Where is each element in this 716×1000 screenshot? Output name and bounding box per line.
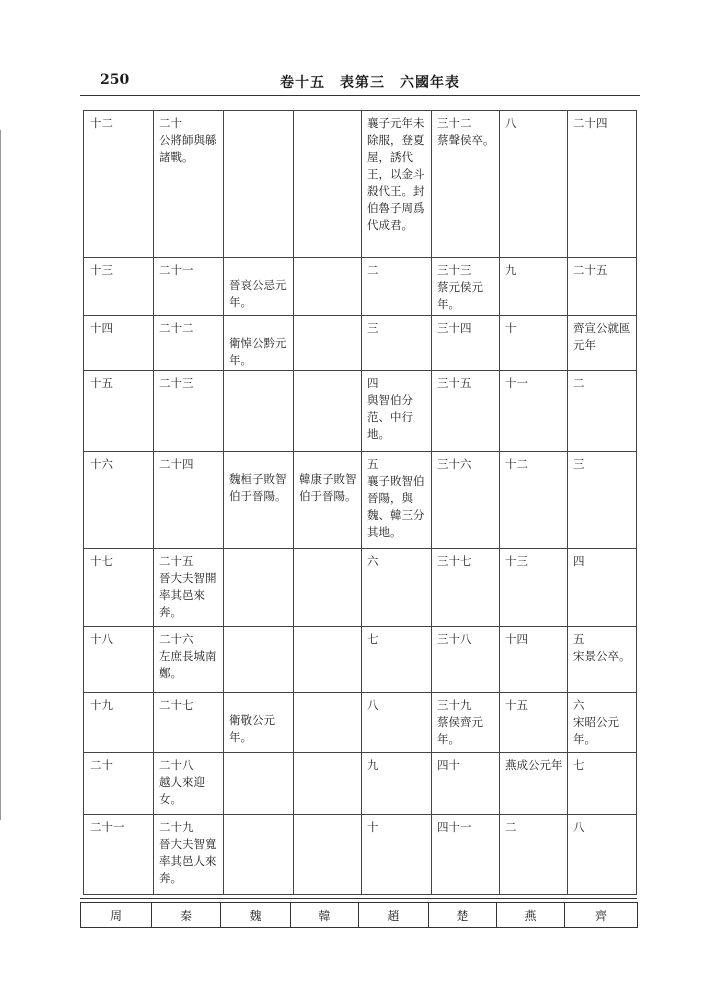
cell-year: 三十二 (437, 116, 472, 130)
cell-wei (224, 815, 294, 895)
cell-wei (224, 549, 294, 627)
cell-zhao (362, 111, 432, 258)
table-row (84, 693, 637, 753)
cell-yan: 燕成公元年 (500, 753, 568, 815)
cell-qi: 七 (568, 753, 637, 815)
cell-han (294, 693, 362, 753)
column-label-han: 韓 (291, 903, 359, 928)
cell-qi (568, 627, 637, 693)
table-row (84, 371, 637, 452)
cell-note: 晉大夫智開率其邑來奔。 (159, 571, 217, 619)
cell-qi: 二 (568, 371, 637, 452)
cell-chu: 三十四 (432, 316, 500, 371)
cell-note: 蔡元侯元年。 (437, 280, 483, 311)
cell-han (294, 371, 362, 452)
cell-wei (224, 627, 294, 693)
column-label-yan: 燕 (497, 903, 565, 928)
cell-note: 蔡聲侯卒。 (437, 133, 495, 147)
cell-qi (568, 693, 637, 753)
state-header-row (80, 902, 638, 928)
cell-qi: 二十四 (568, 111, 637, 258)
cell-note: 衛悼公黔元年。 (229, 336, 287, 367)
cell-chu: 三十五 (432, 371, 500, 452)
column-label-wei: 魏 (221, 903, 291, 928)
cell-zhao: 六 (362, 549, 432, 627)
cell-note: 左庶長城南鄭。 (159, 649, 217, 680)
cell-han (294, 627, 362, 693)
cell-year: 五 (367, 457, 379, 471)
cell-note: 襄子敗智伯晉陽，與魏、韓三分其地。 (367, 474, 425, 539)
cell-chu: 三十七 (432, 549, 500, 627)
cell-wei (224, 693, 294, 753)
cell-chu: 四十一 (432, 815, 500, 895)
cell-note: 襄子元年未除服，登夏屋，誘代王，以金斗殺代王。封伯魯子周爲代成君。 (367, 116, 425, 232)
column-label-qin: 秦 (152, 903, 221, 928)
cell-wei (224, 753, 294, 815)
cell-note: 宋景公卒。 (573, 649, 631, 663)
cell-zhou: 十九 (84, 693, 154, 753)
cell-year: 二十六 (159, 632, 194, 646)
cell-qin: 二十七 (154, 693, 224, 753)
table-row (84, 111, 637, 258)
cell-qin: 二十二 (154, 316, 224, 371)
table-row (84, 316, 637, 371)
column-label-qi: 齊 (565, 903, 638, 928)
cell-year: 二十八 (159, 758, 194, 772)
cell-yan: 十一 (500, 371, 568, 452)
cell-note: 蔡侯齊元年。 (437, 715, 483, 746)
cell-yan: 十五 (500, 693, 568, 753)
cell-han (294, 316, 362, 371)
cell-yan: 九 (500, 258, 568, 316)
cell-qin: 二十一 (154, 258, 224, 316)
cell-chu: 三十六 (432, 452, 500, 549)
cell-note: 與智伯分范、中行地。 (367, 393, 413, 441)
cell-zhao: 十 (362, 815, 432, 895)
cell-zhou: 十七 (84, 549, 154, 627)
column-label-chu: 楚 (429, 903, 497, 928)
cell-chu: 三十八 (432, 627, 500, 693)
cell-han (294, 815, 362, 895)
cell-chu (432, 258, 500, 316)
cell-han (294, 452, 362, 549)
cell-qin (154, 111, 224, 258)
cell-zhao: 七 (362, 627, 432, 693)
column-label-zhou: 周 (81, 903, 152, 928)
table-row (84, 815, 637, 895)
cell-qi: 三 (568, 452, 637, 549)
cell-year: 三十三 (437, 263, 472, 277)
column-label-zhao: 趙 (359, 903, 429, 928)
cell-note: 衛敬公元年。 (229, 713, 275, 744)
cell-chu (432, 111, 500, 258)
cell-qi: 八 (568, 815, 637, 895)
cell-qin (154, 753, 224, 815)
cell-zhao (362, 371, 432, 452)
cell-qin: 二十四 (154, 452, 224, 549)
cell-note: 魏桓子敗智伯于晉陽。 (229, 472, 287, 503)
cell-zhou: 十八 (84, 627, 154, 693)
cell-han (294, 258, 362, 316)
page-header (100, 72, 630, 94)
binding-edge (0, 130, 1, 820)
cell-zhao: 九 (362, 753, 432, 815)
cell-note: 韓康子敗智伯于晉陽。 (299, 472, 357, 503)
cell-year: 二十九 (159, 820, 194, 834)
cell-han (294, 549, 362, 627)
cell-zhou: 十二 (84, 111, 154, 258)
cell-wei (224, 316, 294, 371)
cell-zhou: 二十一 (84, 815, 154, 895)
cell-note: 公將師與緜諸戰。 (159, 133, 217, 164)
cell-wei (224, 258, 294, 316)
cell-wei (224, 111, 294, 258)
cell-zhou: 十三 (84, 258, 154, 316)
footer-rule (80, 898, 637, 899)
cell-qi: 二十五 (568, 258, 637, 316)
cell-qin (154, 549, 224, 627)
running-title: 卷十五 表第三 六國年表 (280, 75, 460, 91)
cell-year: 二十 (159, 116, 182, 130)
cell-qi: 四 (568, 549, 637, 627)
cell-qin (154, 627, 224, 693)
table-row (84, 549, 637, 627)
cell-zhou: 十四 (84, 316, 154, 371)
cell-qin: 二十三 (154, 371, 224, 452)
cell-zhao: 八 (362, 693, 432, 753)
cell-year: 五 (573, 632, 585, 646)
cell-han (294, 753, 362, 815)
page-number: 250 (100, 72, 130, 88)
cell-year: 二十五 (159, 554, 194, 568)
cell-zhou: 十五 (84, 371, 154, 452)
cell-note: 越人來迎女。 (159, 775, 205, 806)
cell-chu (432, 693, 500, 753)
table-row (84, 627, 637, 693)
cell-qin (154, 815, 224, 895)
cell-year: 六 (573, 698, 585, 712)
table-row (84, 258, 637, 316)
header-rule (80, 95, 640, 96)
cell-year: 三十九 (437, 698, 472, 712)
cell-note: 晉大夫智寬率其邑人來奔。 (159, 837, 217, 885)
cell-han (294, 111, 362, 258)
cell-chu: 四十 (432, 753, 500, 815)
chronology-table (83, 110, 637, 895)
cell-zhou: 二十 (84, 753, 154, 815)
cell-yan: 十 (500, 316, 568, 371)
table-row (84, 753, 637, 815)
cell-year: 四 (367, 376, 379, 390)
cell-wei (224, 371, 294, 452)
cell-qi: 齊宣公就匜元年 (568, 316, 637, 371)
cell-yan: 十三 (500, 549, 568, 627)
cell-zhou: 十六 (84, 452, 154, 549)
cell-zhao (362, 452, 432, 549)
cell-wei (224, 452, 294, 549)
cell-zhao: 二 (362, 258, 432, 316)
table-row (84, 452, 637, 549)
cell-yan: 十四 (500, 627, 568, 693)
cell-yan: 二 (500, 815, 568, 895)
cell-note: 晉哀公忌元年。 (229, 278, 287, 309)
cell-yan: 十二 (500, 452, 568, 549)
cell-note: 宋昭公元年。 (573, 715, 619, 746)
cell-zhao: 三 (362, 316, 432, 371)
cell-yan: 八 (500, 111, 568, 258)
